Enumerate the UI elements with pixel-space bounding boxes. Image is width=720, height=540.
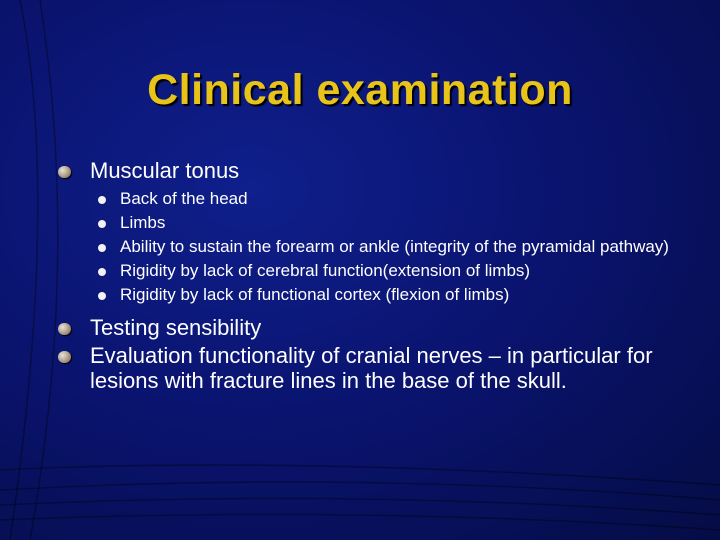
sub-bullet-back-of-head [58, 189, 688, 209]
sub-bullet-ability [58, 237, 688, 257]
sub-bullet-rigidity-cerebral [58, 261, 688, 281]
bullet-testing-sensibility [58, 315, 688, 340]
sub-bullet-text: Rigidity by lack of cerebral function(extension of limbs) [120, 261, 531, 280]
bullet-cranial-nerves [58, 343, 688, 393]
bullet-muscular-tonus [58, 158, 688, 183]
slide-body [58, 158, 688, 393]
sub-bullet-rigidity-cortex [58, 285, 688, 305]
dot-icon [98, 292, 106, 300]
bullet-text: Muscular tonus [90, 158, 240, 183]
dot-icon [98, 244, 106, 252]
slide-title: Clinical examination [147, 66, 573, 114]
bullet-text: Evaluation functionality of cranial nerves – in particular for lesions with fracture lines in the base of the skull. [90, 343, 653, 393]
bullet-icon [58, 166, 71, 178]
bullet-icon [58, 351, 71, 363]
dot-icon [98, 196, 106, 204]
bullet-text: Testing sensibility [90, 315, 262, 340]
sub-bullet-text: Ability to sustain the forearm or ankle (integrity of the pyramidal pathway) [120, 237, 669, 256]
bullet-icon [58, 323, 71, 335]
dot-icon [98, 268, 106, 276]
sub-bullet-limbs [58, 213, 688, 233]
dot-icon [98, 220, 106, 228]
sub-bullet-text: Rigidity by lack of functional cortex (flexion of limbs) [120, 285, 510, 304]
sub-bullet-text: Limbs [120, 213, 166, 232]
sub-bullet-text: Back of the head [120, 189, 248, 208]
